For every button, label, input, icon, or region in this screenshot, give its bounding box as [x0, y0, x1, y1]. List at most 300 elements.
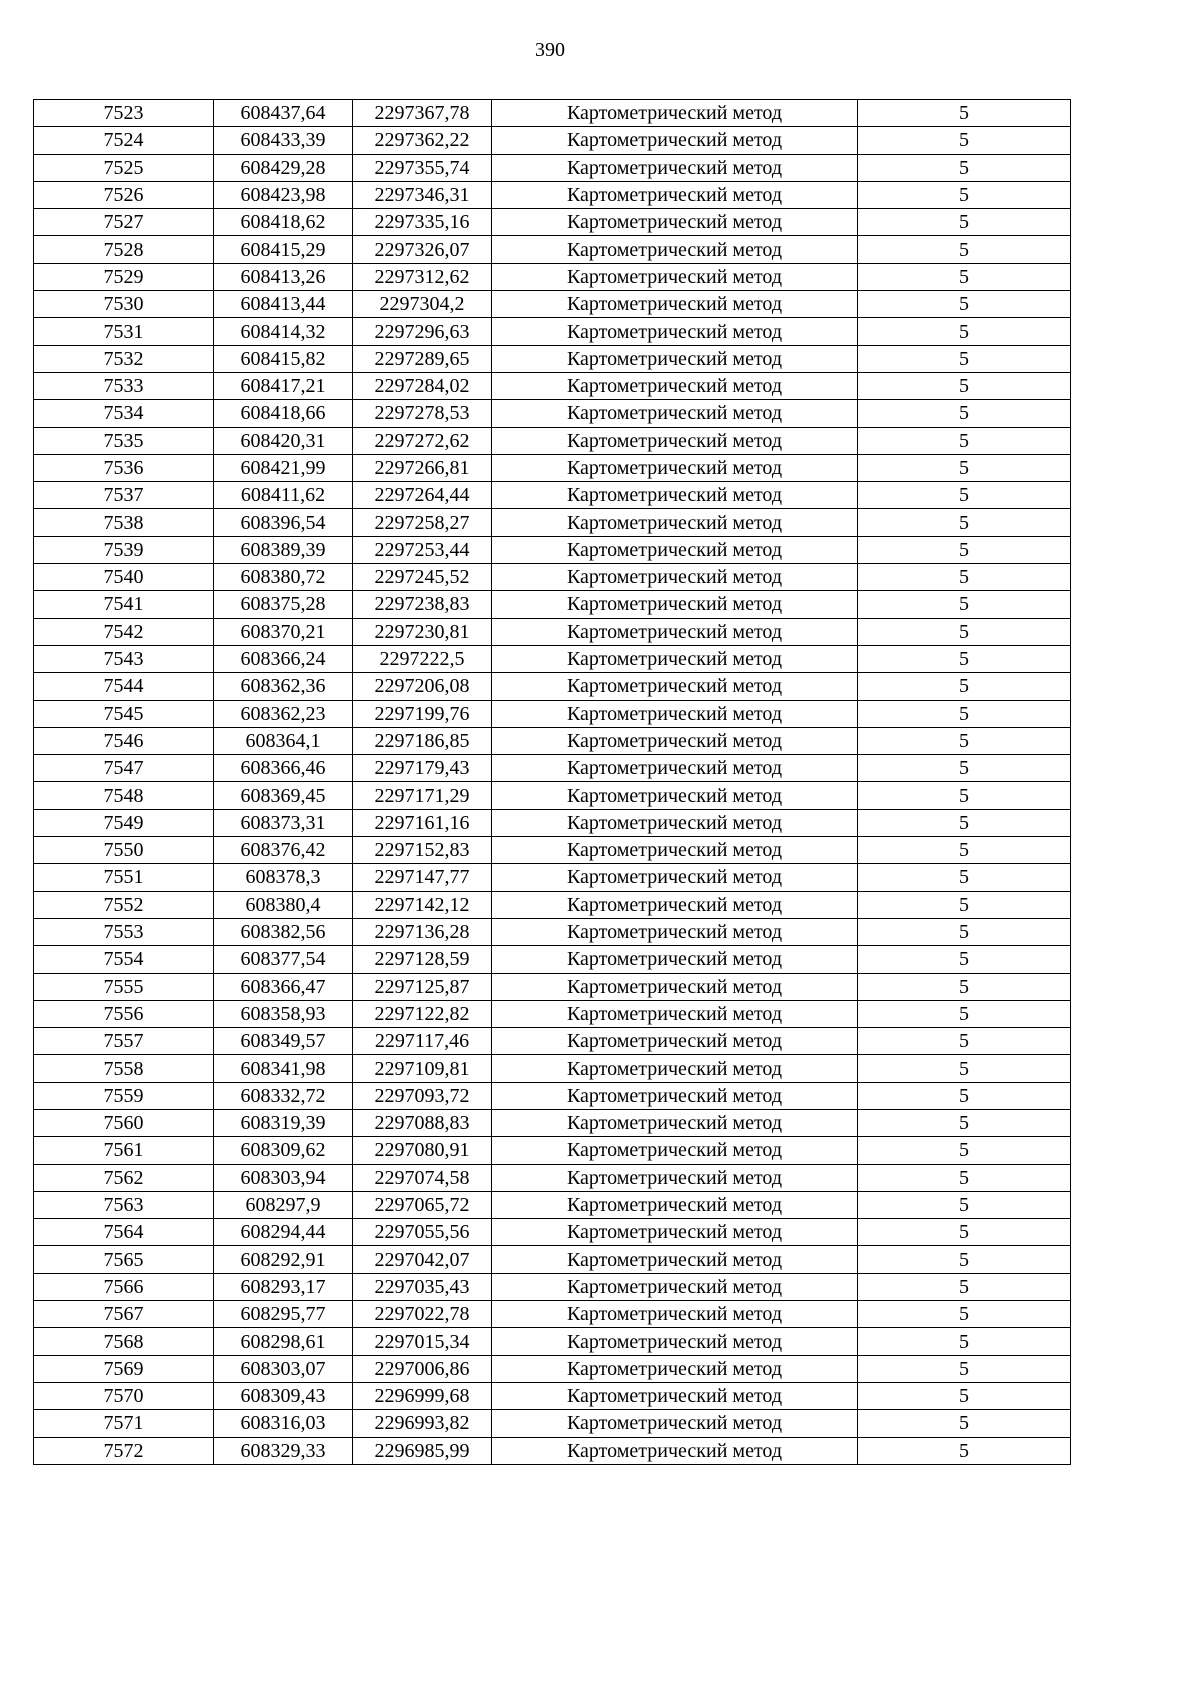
point-number-cell: 7565: [34, 1246, 214, 1273]
point-number-cell: 7564: [34, 1219, 214, 1246]
x-coordinate-cell: 608362,23: [214, 700, 353, 727]
x-coordinate-cell: 608370,21: [214, 618, 353, 645]
y-coordinate-cell: 2297355,74: [353, 154, 492, 181]
point-number-cell: 7550: [34, 837, 214, 864]
point-number-cell: 7544: [34, 673, 214, 700]
x-coordinate-cell: 608366,47: [214, 973, 353, 1000]
accuracy-cell: 5: [858, 154, 1071, 181]
accuracy-cell: 5: [858, 1191, 1071, 1218]
point-number-cell: 7572: [34, 1437, 214, 1464]
y-coordinate-cell: 2297088,83: [353, 1109, 492, 1136]
point-number-cell: 7541: [34, 591, 214, 618]
x-coordinate-cell: 608380,72: [214, 564, 353, 591]
x-coordinate-cell: 608375,28: [214, 591, 353, 618]
y-coordinate-cell: 2297117,46: [353, 1028, 492, 1055]
point-number-cell: 7547: [34, 755, 214, 782]
y-coordinate-cell: 2297284,02: [353, 372, 492, 399]
table-row: [34, 782, 1071, 809]
y-coordinate-cell: 2297346,31: [353, 181, 492, 208]
method-cell: Картометрический метод: [492, 1191, 858, 1218]
method-cell: Картометрический метод: [492, 1164, 858, 1191]
table-row: [34, 837, 1071, 864]
table-row: [34, 864, 1071, 891]
x-coordinate-cell: 608420,31: [214, 427, 353, 454]
y-coordinate-cell: 2297272,62: [353, 427, 492, 454]
method-cell: Картометрический метод: [492, 1273, 858, 1300]
y-coordinate-cell: 2297093,72: [353, 1082, 492, 1109]
x-coordinate-cell: 608396,54: [214, 509, 353, 536]
x-coordinate-cell: 608369,45: [214, 782, 353, 809]
table-row: [34, 181, 1071, 208]
point-number-cell: 7537: [34, 482, 214, 509]
method-cell: Картометрический метод: [492, 864, 858, 891]
table-row: [34, 727, 1071, 754]
x-coordinate-cell: 608316,03: [214, 1410, 353, 1437]
method-cell: Картометрический метод: [492, 509, 858, 536]
x-coordinate-cell: 608349,57: [214, 1028, 353, 1055]
method-cell: Картометрический метод: [492, 618, 858, 645]
method-cell: Картометрический метод: [492, 291, 858, 318]
method-cell: Картометрический метод: [492, 1355, 858, 1382]
x-coordinate-cell: 608362,36: [214, 673, 353, 700]
accuracy-cell: 5: [858, 1028, 1071, 1055]
y-coordinate-cell: 2297125,87: [353, 973, 492, 1000]
accuracy-cell: 5: [858, 263, 1071, 290]
point-number-cell: 7571: [34, 1410, 214, 1437]
table-row: [34, 673, 1071, 700]
point-number-cell: 7548: [34, 782, 214, 809]
y-coordinate-cell: 2297245,52: [353, 564, 492, 591]
y-coordinate-cell: 2297326,07: [353, 236, 492, 263]
x-coordinate-cell: 608377,54: [214, 946, 353, 973]
y-coordinate-cell: 2297278,53: [353, 400, 492, 427]
point-number-cell: 7560: [34, 1109, 214, 1136]
accuracy-cell: 5: [858, 1328, 1071, 1355]
point-number-cell: 7543: [34, 645, 214, 672]
accuracy-cell: 5: [858, 318, 1071, 345]
point-number-cell: 7542: [34, 618, 214, 645]
accuracy-cell: 5: [858, 645, 1071, 672]
accuracy-cell: 5: [858, 427, 1071, 454]
accuracy-cell: 5: [858, 1164, 1071, 1191]
point-number-cell: 7562: [34, 1164, 214, 1191]
table-row: [34, 1219, 1071, 1246]
x-coordinate-cell: 608433,39: [214, 127, 353, 154]
table-row: [34, 1028, 1071, 1055]
point-number-cell: 7525: [34, 154, 214, 181]
x-coordinate-cell: 608373,31: [214, 809, 353, 836]
accuracy-cell: 5: [858, 918, 1071, 945]
method-cell: Картометрический метод: [492, 782, 858, 809]
table-row: [34, 700, 1071, 727]
table-row: [34, 209, 1071, 236]
x-coordinate-cell: 608297,9: [214, 1191, 353, 1218]
y-coordinate-cell: 2297296,63: [353, 318, 492, 345]
accuracy-cell: 5: [858, 209, 1071, 236]
accuracy-cell: 5: [858, 1410, 1071, 1437]
method-cell: Картометрический метод: [492, 263, 858, 290]
y-coordinate-cell: 2296985,99: [353, 1437, 492, 1464]
y-coordinate-cell: 2297042,07: [353, 1246, 492, 1273]
y-coordinate-cell: 2297304,2: [353, 291, 492, 318]
y-coordinate-cell: 2297230,81: [353, 618, 492, 645]
point-number-cell: 7535: [34, 427, 214, 454]
method-cell: Картометрический метод: [492, 1082, 858, 1109]
accuracy-cell: 5: [858, 1437, 1071, 1464]
accuracy-cell: 5: [858, 100, 1071, 127]
x-coordinate-cell: 608382,56: [214, 918, 353, 945]
accuracy-cell: 5: [858, 973, 1071, 1000]
x-coordinate-cell: 608332,72: [214, 1082, 353, 1109]
point-number-cell: 7540: [34, 564, 214, 591]
table-row: [34, 564, 1071, 591]
point-number-cell: 7526: [34, 181, 214, 208]
x-coordinate-cell: 608417,21: [214, 372, 353, 399]
y-coordinate-cell: 2297199,76: [353, 700, 492, 727]
point-number-cell: 7557: [34, 1028, 214, 1055]
y-coordinate-cell: 2297147,77: [353, 864, 492, 891]
point-number-cell: 7536: [34, 454, 214, 481]
table-row: [34, 1246, 1071, 1273]
method-cell: Картометрический метод: [492, 427, 858, 454]
point-number-cell: 7552: [34, 891, 214, 918]
y-coordinate-cell: 2297015,34: [353, 1328, 492, 1355]
method-cell: Картометрический метод: [492, 345, 858, 372]
table-row: [34, 618, 1071, 645]
accuracy-cell: 5: [858, 700, 1071, 727]
point-number-cell: 7529: [34, 263, 214, 290]
y-coordinate-cell: 2297152,83: [353, 837, 492, 864]
method-cell: Картометрический метод: [492, 482, 858, 509]
table-row: [34, 1000, 1071, 1027]
table-row: [34, 891, 1071, 918]
y-coordinate-cell: 2297065,72: [353, 1191, 492, 1218]
accuracy-cell: 5: [858, 618, 1071, 645]
table-row: [34, 400, 1071, 427]
table-row: [34, 454, 1071, 481]
point-number-cell: 7563: [34, 1191, 214, 1218]
point-number-cell: 7570: [34, 1382, 214, 1409]
accuracy-cell: 5: [858, 127, 1071, 154]
x-coordinate-cell: 608298,61: [214, 1328, 353, 1355]
method-cell: Картометрический метод: [492, 1109, 858, 1136]
table-row: [34, 427, 1071, 454]
point-number-cell: 7528: [34, 236, 214, 263]
x-coordinate-cell: 608303,94: [214, 1164, 353, 1191]
method-cell: Картометрический метод: [492, 236, 858, 263]
table-row: [34, 100, 1071, 127]
method-cell: Картометрический метод: [492, 127, 858, 154]
x-coordinate-cell: 608378,3: [214, 864, 353, 891]
y-coordinate-cell: 2296999,68: [353, 1382, 492, 1409]
accuracy-cell: 5: [858, 509, 1071, 536]
method-cell: Картометрический метод: [492, 973, 858, 1000]
x-coordinate-cell: 608415,82: [214, 345, 353, 372]
point-number-cell: 7549: [34, 809, 214, 836]
accuracy-cell: 5: [858, 864, 1071, 891]
method-cell: Картометрический метод: [492, 837, 858, 864]
table-row: [34, 1109, 1071, 1136]
accuracy-cell: 5: [858, 236, 1071, 263]
x-coordinate-cell: 608423,98: [214, 181, 353, 208]
accuracy-cell: 5: [858, 1273, 1071, 1300]
table-row: [34, 918, 1071, 945]
method-cell: Картометрический метод: [492, 1219, 858, 1246]
method-cell: Картометрический метод: [492, 645, 858, 672]
x-coordinate-cell: 608389,39: [214, 536, 353, 563]
y-coordinate-cell: 2297161,16: [353, 809, 492, 836]
accuracy-cell: 5: [858, 400, 1071, 427]
y-coordinate-cell: 2297222,5: [353, 645, 492, 672]
point-number-cell: 7533: [34, 372, 214, 399]
accuracy-cell: 5: [858, 837, 1071, 864]
point-number-cell: 7559: [34, 1082, 214, 1109]
table-row: [34, 755, 1071, 782]
point-number-cell: 7545: [34, 700, 214, 727]
point-number-cell: 7523: [34, 100, 214, 127]
x-coordinate-cell: 608413,44: [214, 291, 353, 318]
table-row: [34, 1355, 1071, 1382]
y-coordinate-cell: 2297122,82: [353, 1000, 492, 1027]
method-cell: Картометрический метод: [492, 1055, 858, 1082]
accuracy-cell: 5: [858, 482, 1071, 509]
method-cell: Картометрический метод: [492, 536, 858, 563]
method-cell: Картометрический метод: [492, 1328, 858, 1355]
y-coordinate-cell: 2297264,44: [353, 482, 492, 509]
x-coordinate-cell: 608437,64: [214, 100, 353, 127]
table-row: [34, 263, 1071, 290]
accuracy-cell: 5: [858, 891, 1071, 918]
accuracy-cell: 5: [858, 591, 1071, 618]
method-cell: Картометрический метод: [492, 372, 858, 399]
y-coordinate-cell: 2297258,27: [353, 509, 492, 536]
accuracy-cell: 5: [858, 1137, 1071, 1164]
method-cell: Картометрический метод: [492, 918, 858, 945]
method-cell: Картометрический метод: [492, 100, 858, 127]
method-cell: Картометрический метод: [492, 1000, 858, 1027]
x-coordinate-cell: 608292,91: [214, 1246, 353, 1273]
x-coordinate-cell: 608293,17: [214, 1273, 353, 1300]
x-coordinate-cell: 608303,07: [214, 1355, 353, 1382]
x-coordinate-cell: 608294,44: [214, 1219, 353, 1246]
x-coordinate-cell: 608319,39: [214, 1109, 353, 1136]
point-number-cell: 7551: [34, 864, 214, 891]
accuracy-cell: 5: [858, 673, 1071, 700]
point-number-cell: 7558: [34, 1055, 214, 1082]
x-coordinate-cell: 608421,99: [214, 454, 353, 481]
y-coordinate-cell: 2297289,65: [353, 345, 492, 372]
point-number-cell: 7561: [34, 1137, 214, 1164]
accuracy-cell: 5: [858, 1109, 1071, 1136]
point-number-cell: 7539: [34, 536, 214, 563]
point-number-cell: 7531: [34, 318, 214, 345]
method-cell: Картометрический метод: [492, 809, 858, 836]
y-coordinate-cell: 2297335,16: [353, 209, 492, 236]
method-cell: Картометрический метод: [492, 755, 858, 782]
table-row: [34, 482, 1071, 509]
method-cell: Картометрический метод: [492, 1437, 858, 1464]
y-coordinate-cell: 2297074,58: [353, 1164, 492, 1191]
accuracy-cell: 5: [858, 372, 1071, 399]
y-coordinate-cell: 2297312,62: [353, 263, 492, 290]
y-coordinate-cell: 2297136,28: [353, 918, 492, 945]
method-cell: Картометрический метод: [492, 1028, 858, 1055]
accuracy-cell: 5: [858, 181, 1071, 208]
accuracy-cell: 5: [858, 1355, 1071, 1382]
accuracy-cell: 5: [858, 1219, 1071, 1246]
x-coordinate-cell: 608309,43: [214, 1382, 353, 1409]
table-row: [34, 154, 1071, 181]
table-row: [34, 645, 1071, 672]
table-row: [34, 1191, 1071, 1218]
method-cell: Картометрический метод: [492, 181, 858, 208]
x-coordinate-cell: 608366,46: [214, 755, 353, 782]
x-coordinate-cell: 608364,1: [214, 727, 353, 754]
method-cell: Картометрический метод: [492, 1246, 858, 1273]
table-row: [34, 1055, 1071, 1082]
method-cell: Картометрический метод: [492, 454, 858, 481]
table-row: [34, 946, 1071, 973]
point-number-cell: 7566: [34, 1273, 214, 1300]
point-number-cell: 7569: [34, 1355, 214, 1382]
x-coordinate-cell: 608415,29: [214, 236, 353, 263]
y-coordinate-cell: 2297238,83: [353, 591, 492, 618]
y-coordinate-cell: 2297367,78: [353, 100, 492, 127]
table-row: [34, 1273, 1071, 1300]
table-row: [34, 372, 1071, 399]
method-cell: Картометрический метод: [492, 400, 858, 427]
x-coordinate-cell: 608414,32: [214, 318, 353, 345]
accuracy-cell: 5: [858, 1055, 1071, 1082]
method-cell: Картометрический метод: [492, 891, 858, 918]
table-row: [34, 536, 1071, 563]
method-cell: Картометрический метод: [492, 946, 858, 973]
y-coordinate-cell: 2297006,86: [353, 1355, 492, 1382]
y-coordinate-cell: 2297253,44: [353, 536, 492, 563]
y-coordinate-cell: 2297266,81: [353, 454, 492, 481]
point-number-cell: 7534: [34, 400, 214, 427]
x-coordinate-cell: 608418,66: [214, 400, 353, 427]
x-coordinate-cell: 608418,62: [214, 209, 353, 236]
table-row: [34, 1137, 1071, 1164]
method-cell: Картометрический метод: [492, 673, 858, 700]
point-number-cell: 7567: [34, 1301, 214, 1328]
method-cell: Картометрический метод: [492, 564, 858, 591]
method-cell: Картометрический метод: [492, 318, 858, 345]
table-row: [34, 591, 1071, 618]
method-cell: Картометрический метод: [492, 727, 858, 754]
x-coordinate-cell: 608295,77: [214, 1301, 353, 1328]
accuracy-cell: 5: [858, 345, 1071, 372]
point-number-cell: 7530: [34, 291, 214, 318]
accuracy-cell: 5: [858, 755, 1071, 782]
coordinates-table-body: [34, 100, 1071, 1465]
point-number-cell: 7527: [34, 209, 214, 236]
x-coordinate-cell: 608380,4: [214, 891, 353, 918]
y-coordinate-cell: 2297142,12: [353, 891, 492, 918]
table-row: [34, 291, 1071, 318]
method-cell: Картометрический метод: [492, 1410, 858, 1437]
y-coordinate-cell: 2296993,82: [353, 1410, 492, 1437]
y-coordinate-cell: 2297022,78: [353, 1301, 492, 1328]
table-row: [34, 127, 1071, 154]
method-cell: Картометрический метод: [492, 1137, 858, 1164]
accuracy-cell: 5: [858, 1382, 1071, 1409]
y-coordinate-cell: 2297186,85: [353, 727, 492, 754]
point-number-cell: 7556: [34, 1000, 214, 1027]
accuracy-cell: 5: [858, 536, 1071, 563]
x-coordinate-cell: 608376,42: [214, 837, 353, 864]
accuracy-cell: 5: [858, 782, 1071, 809]
x-coordinate-cell: 608429,28: [214, 154, 353, 181]
accuracy-cell: 5: [858, 1000, 1071, 1027]
table-row: [34, 1328, 1071, 1355]
table-row: [34, 236, 1071, 263]
y-coordinate-cell: 2297055,56: [353, 1219, 492, 1246]
point-number-cell: 7554: [34, 946, 214, 973]
y-coordinate-cell: 2297080,91: [353, 1137, 492, 1164]
table-row: [34, 1410, 1071, 1437]
table-row: [34, 1164, 1071, 1191]
x-coordinate-cell: 608358,93: [214, 1000, 353, 1027]
method-cell: Картометрический метод: [492, 209, 858, 236]
coordinates-table: [33, 99, 1071, 1465]
y-coordinate-cell: 2297179,43: [353, 755, 492, 782]
accuracy-cell: 5: [858, 291, 1071, 318]
table-row: [34, 973, 1071, 1000]
x-coordinate-cell: 608413,26: [214, 263, 353, 290]
accuracy-cell: 5: [858, 809, 1071, 836]
x-coordinate-cell: 608411,62: [214, 482, 353, 509]
table-row: [34, 345, 1071, 372]
accuracy-cell: 5: [858, 946, 1071, 973]
point-number-cell: 7532: [34, 345, 214, 372]
point-number-cell: 7568: [34, 1328, 214, 1355]
y-coordinate-cell: 2297128,59: [353, 946, 492, 973]
method-cell: Картометрический метод: [492, 591, 858, 618]
page-number: 390: [535, 39, 565, 61]
method-cell: Картометрический метод: [492, 154, 858, 181]
point-number-cell: 7546: [34, 727, 214, 754]
x-coordinate-cell: 608366,24: [214, 645, 353, 672]
table-row: [34, 809, 1071, 836]
accuracy-cell: 5: [858, 564, 1071, 591]
method-cell: Картометрический метод: [492, 1301, 858, 1328]
method-cell: Картометрический метод: [492, 1382, 858, 1409]
table-row: [34, 1437, 1071, 1464]
x-coordinate-cell: 608309,62: [214, 1137, 353, 1164]
method-cell: Картометрический метод: [492, 700, 858, 727]
table-row: [34, 318, 1071, 345]
accuracy-cell: 5: [858, 1301, 1071, 1328]
y-coordinate-cell: 2297109,81: [353, 1055, 492, 1082]
y-coordinate-cell: 2297171,29: [353, 782, 492, 809]
accuracy-cell: 5: [858, 727, 1071, 754]
x-coordinate-cell: 608329,33: [214, 1437, 353, 1464]
point-number-cell: 7524: [34, 127, 214, 154]
accuracy-cell: 5: [858, 1246, 1071, 1273]
y-coordinate-cell: 2297362,22: [353, 127, 492, 154]
table-row: [34, 1382, 1071, 1409]
accuracy-cell: 5: [858, 1082, 1071, 1109]
x-coordinate-cell: 608341,98: [214, 1055, 353, 1082]
table-row: [34, 1082, 1071, 1109]
point-number-cell: 7555: [34, 973, 214, 1000]
accuracy-cell: 5: [858, 454, 1071, 481]
y-coordinate-cell: 2297035,43: [353, 1273, 492, 1300]
point-number-cell: 7538: [34, 509, 214, 536]
y-coordinate-cell: 2297206,08: [353, 673, 492, 700]
